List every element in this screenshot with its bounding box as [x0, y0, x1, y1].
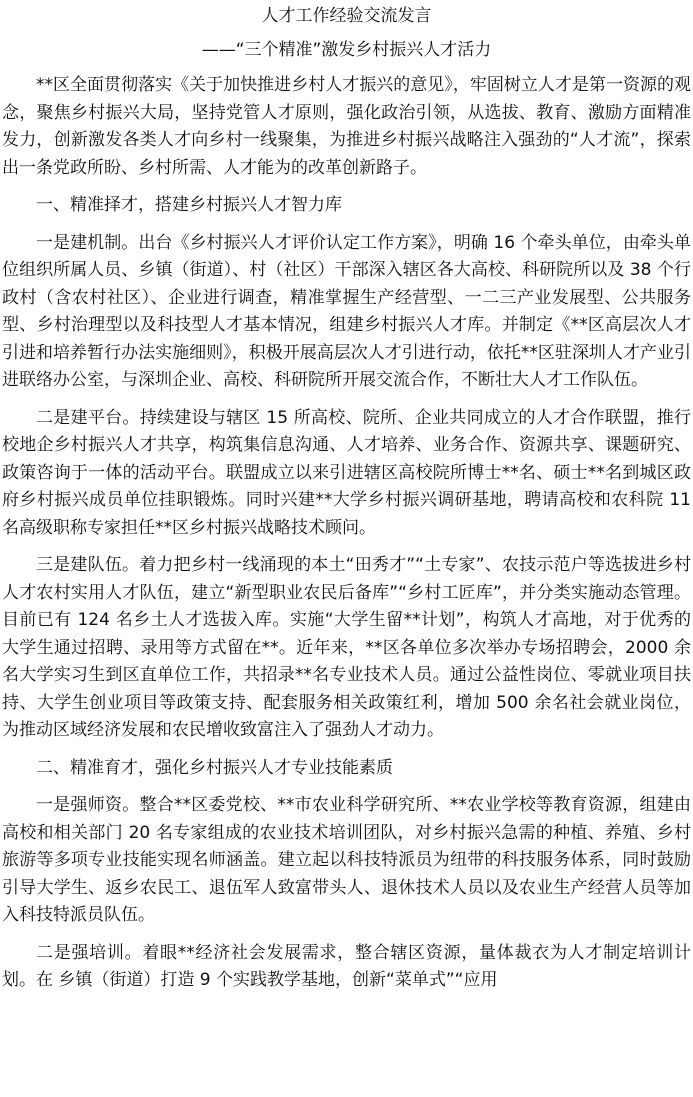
body-paragraph: 二是建平台。持续建设与辖区 15 所高校、院所、企业共同成立的人才合作联盟，推行校地企乡村振兴人才共享，构筑集信息沟通、人才培养、业务合作、资源共享、课题研究、政策咨询于一体的活动平台。联盟成立以来引进辖区高校院所博士**名、硕士**名到城区政府乡村振兴成员单位挂职锻炼。同时兴建**大学乡村振兴调研基地，聘请高校和农科院 11 名高级职称专家担任**区乡村振兴战略技术顾问。: [2, 407, 691, 538]
document-subtitle: ——“三个精准”激发乡村振兴人才活力: [201, 40, 492, 60]
section-heading-2: 二、精准育才，强化乡村振兴人才专业技能素质: [36, 757, 393, 778]
body-paragraph: 一是强师资。整合**区委党校、**市农业科学研究所、**农业学校等教育资源，组建由高校和相关部门 20 名专家组成的农业技术培训团队，对乡村振兴急需的种植、养殖、乡村旅游等多项专业技能实现名师涵盖。建立起以科技特派员为纽带的科技服务体系，同时鼓励引导大学生、返乡农民工、退伍军人致富带头人、退休技术人员以及农业生产经营人员等加入科技特派员队伍。: [2, 795, 691, 925]
body-paragraph: 三是建队伍。着力把乡村一线涌现的本土“田秀才”“土专家”、农技示范户等选拔进乡村人才农村实用人才队伍，建立“新型职业农民后备库”“乡村工匠库”，并分类实施动态管理。目前已有 124 名乡土人才选拔入库。实施“大学生留**计划”，构筑人才高地，对于优秀的大学生通过招聘、录用等方式留在**。近年来，**区各单位多次举办专场招聘会，2000 余名大学实习生到区直单位工作，共招录**名专业技术人员。通过公益性岗位、零就业项目扶持、大学生创业项目等政策支持、配套服务相关政策红利，增加 500 余名社会就业岗位，为推动区域经济发展和农民增收致富注入了强劲人才动力。: [2, 555, 691, 740]
document-body: [0, 63, 693, 995]
intro-paragraph: **区全面贯彻落实《关于加快推进乡村人才振兴的意见》，牢固树立人才是第一资源的观念，聚焦乡村振兴大局，坚持党管人才原则，强化政治引领，从选拔、教育、激励方面精准发力，创新激发各类人才向乡村一线聚集，为推进乡村振兴战略注入强劲的“人才流”，探索出一条党政所盼、乡村所需、人才能为的改革创新路子。: [2, 75, 691, 178]
body-paragraph: 二是强培训。着眼**经济社会发展需求，整合辖区资源，量体裁衣为人才制定培训计划。在 乡镇（街道）打造 9 个实践教学基地，创新“菜单式”“应用: [2, 942, 691, 990]
document-title: 人才工作经验交流发言: [261, 6, 432, 26]
body-paragraph: 一是建机制。出台《乡村振兴人才评价认定工作方案》，明确 16 个牵头单位，由牵头单位组织所属人员、乡镇（街道）、村（社区）干部深入辖区各大高校、科研院所以及 38 个行政村（含农村社区）、企业进行调查，精准掌握生产经营型、一二三产业发展型、公共服务型、乡村治理型以及科技型人才基本情况，组建乡村振兴人才库。并制定《**区高层次人才引进和培养暂行办法实施细则》，积极开展高层次人才引进行动，依托**区驻深圳人才产业引进联络办公室，与深圳企业、高校、科研院所开展交流合作，不断壮大人才工作队伍。: [2, 232, 691, 390]
section-heading-1: 一、精准择才，搭建乡村振兴人才智力库: [36, 195, 342, 215]
